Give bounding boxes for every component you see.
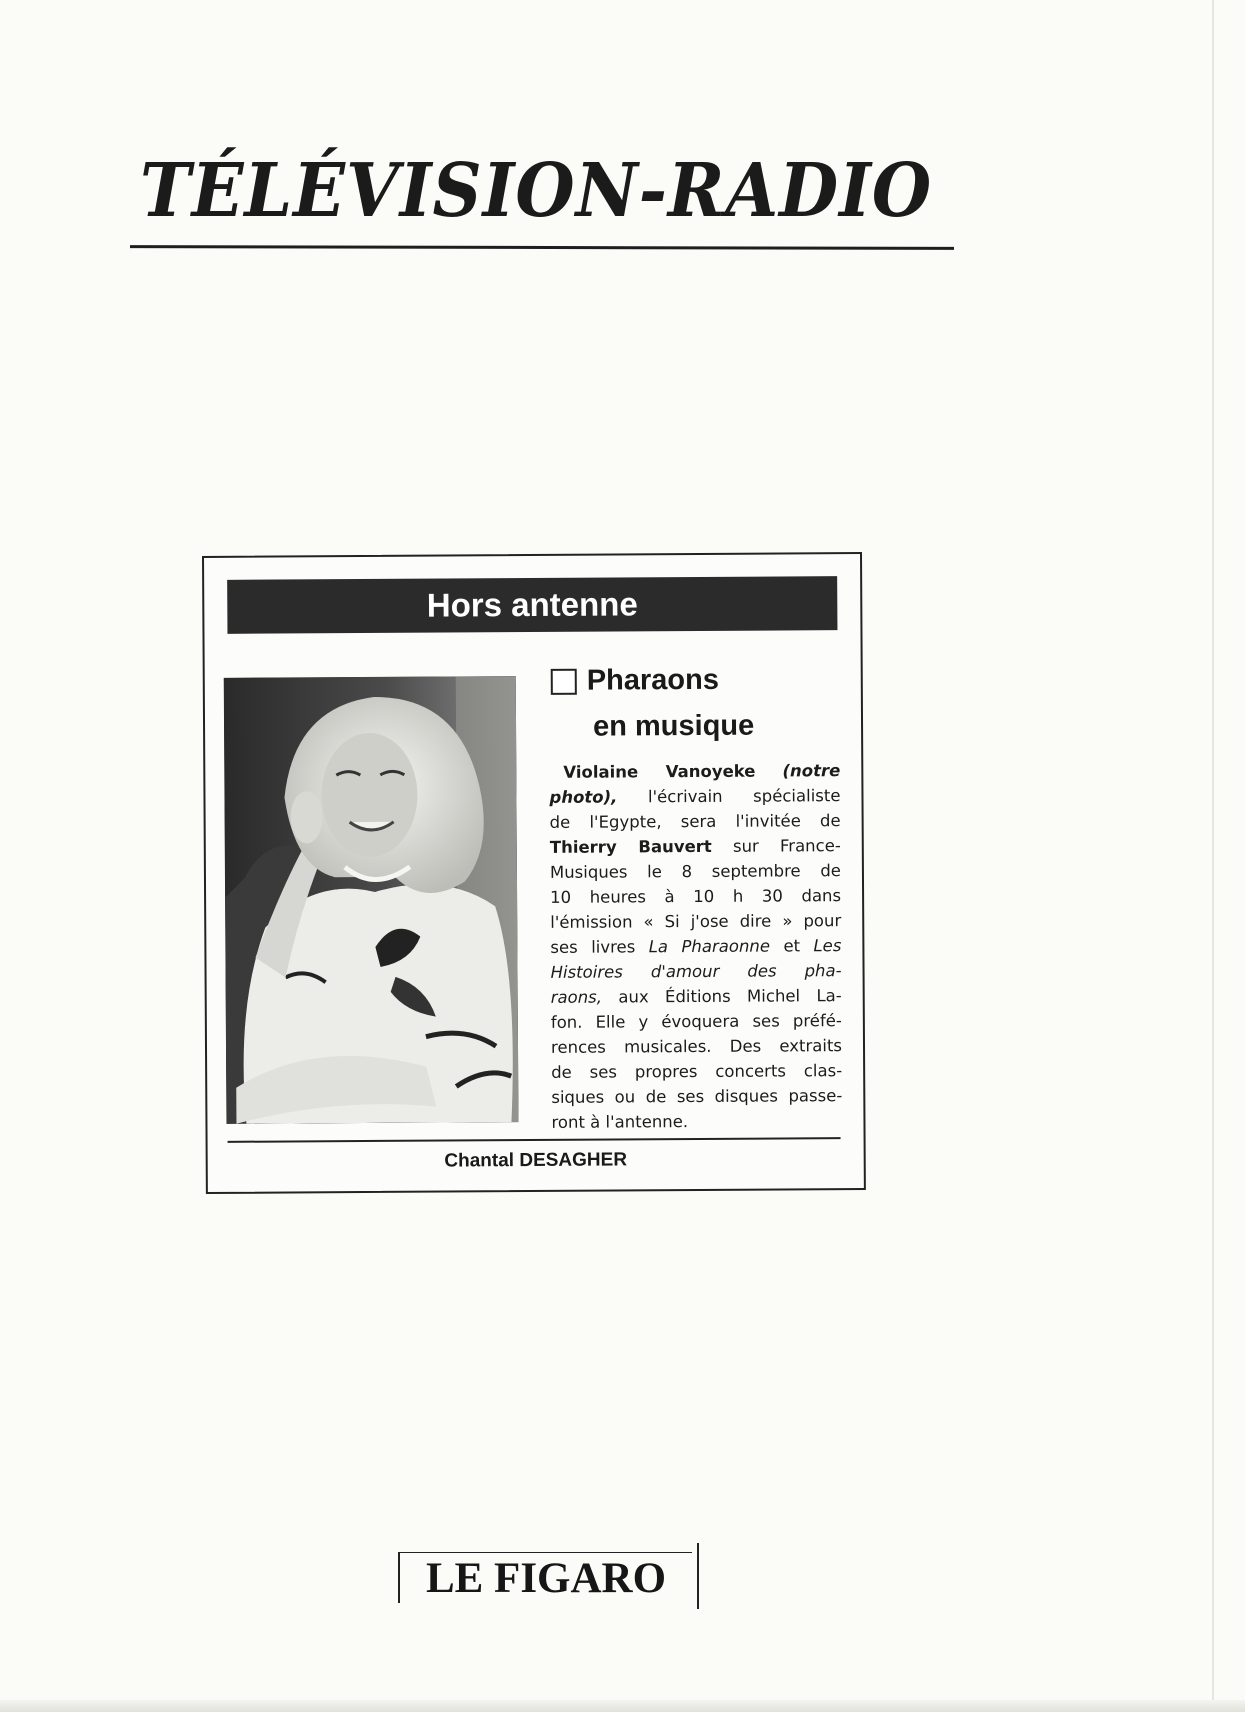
section-rule [130,245,954,250]
body-line: l'émission « Si j'ose dire » pour [550,911,842,932]
body-line: Thierry Bauvert sur France- [549,836,841,857]
byline-rule [228,1137,841,1143]
body-line: ront à l'antenne. [551,1112,689,1132]
checkbox-bullet-icon [551,669,577,695]
portrait-photo [224,676,519,1124]
page-edge [1212,0,1214,1712]
body-line: Violaine Vanoyeke (notre [563,761,841,782]
body-line: rences musicales. Des extraits [550,1036,843,1057]
article-clipping [202,552,866,1194]
headline-line-2: en musique [592,709,755,743]
section-title: TÉLÉVISION-RADIO [140,148,933,234]
body-line: photo), l'écrivain spécialiste [549,786,841,807]
publication-logo: LE FIGARO [398,1552,692,1603]
body-line: ses livres La Pharaonne et Les [550,936,842,957]
article-body [549,758,842,1135]
body-line: Musiques le 8 septembre de [549,861,841,882]
body-line: raons, aux Éditions Michel La- [550,986,842,1007]
headline-line-1: Pharaons [586,663,720,697]
article-headline [587,656,848,750]
body-line: de l'Egypte, sera l'invitée de [549,811,841,832]
byline: Chantal DESAGHER [444,1149,628,1172]
rubric-bar: Hors antenne [227,576,837,634]
page-edge-bottom [0,1700,1245,1712]
body-line: 10 heures à 10 h 30 dans [550,886,842,907]
body-line: siques ou de ses disques passe- [551,1086,843,1107]
body-line: fon. Elle y évoquera ses préfé- [550,1011,842,1032]
body-line: Histoires d'amour des pha- [550,961,842,982]
body-line: de ses propres concerts clas- [551,1061,843,1082]
